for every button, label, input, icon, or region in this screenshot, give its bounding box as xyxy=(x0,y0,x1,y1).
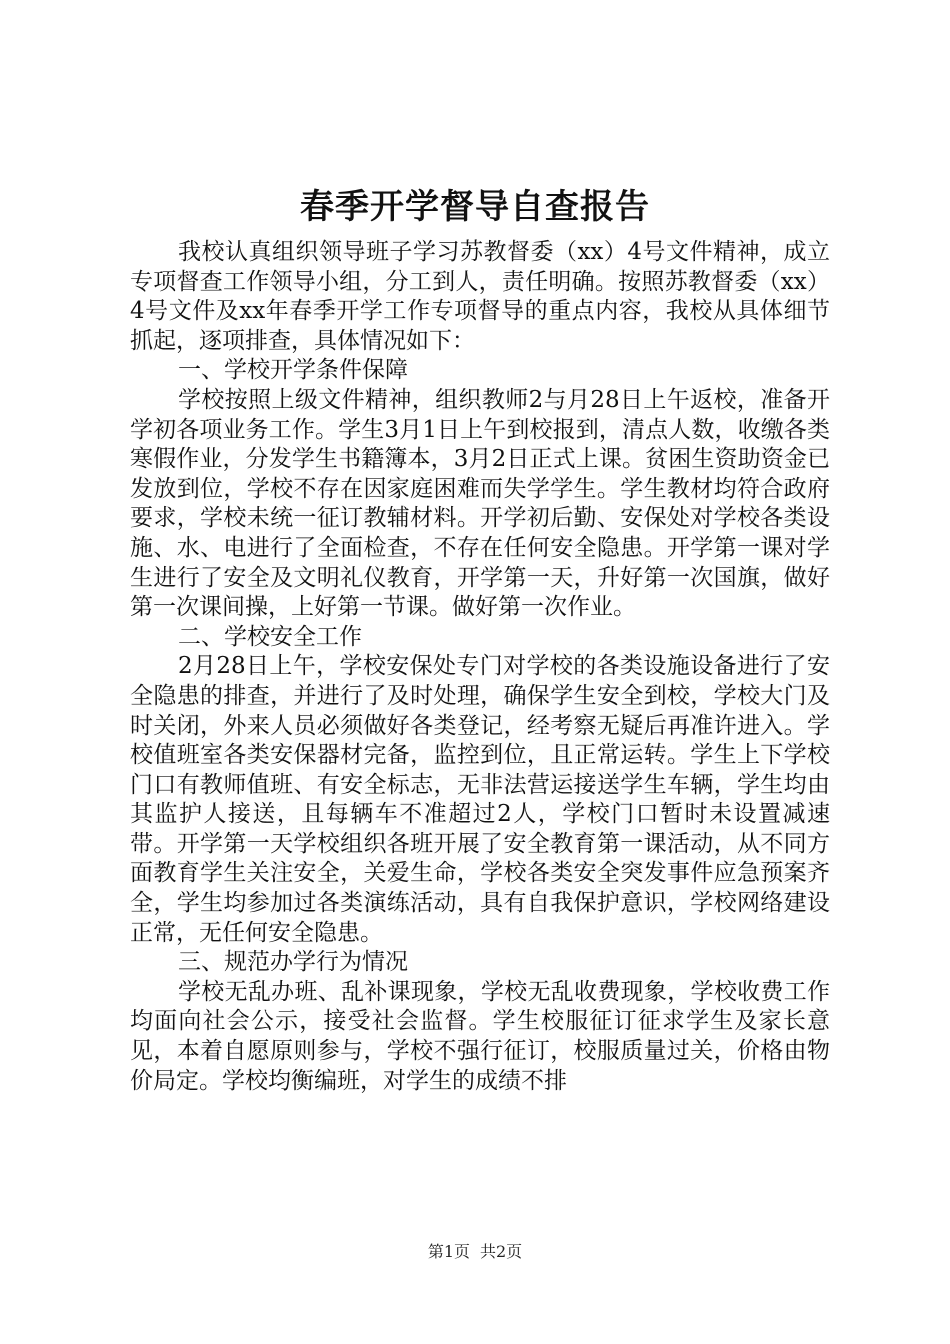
document-title: 春季开学督导自查报告 xyxy=(300,187,650,227)
page-number: 第1页 xyxy=(427,1242,470,1261)
section-heading-3: 三、规范办学行为情况 xyxy=(178,949,408,976)
section-3-paragraph: 学校无乱办班、乱补课现象，学校无乱收费现象，学校收费工作均面向社会公示，接受社会监督。学生校服征订征求学生及家长意见，本着自愿原则参与，学校不强行征订，校服质量过关，价格由物价局定。学校均衡编班，对学生的成绩不排 xyxy=(130,978,830,1094)
section-heading-2: 二、学校安全工作 xyxy=(178,623,362,650)
section-2-paragraph: 2月28日上午，学校安保处专门对学校的各类设施设备进行了安全隐患的排查，并进行了及时处理，确保学生安全到校，学校大门及时关闭，外来人员必须做好各类登记，经考察无疑后再准许进入。学校值班室各类安保器材完备，监控到位，且正常运转。学生上下学校门口有教师值班、有安全标志，无非法营运接送学生车辆，学生均由其监护人接送，且每辆车不准超过2人，学校门口暂时未设置减速带。开学第一天学校组织各班开展了安全教育第一课活动，从不同方面教育学生关注安全，关爱生命，学校各类安全突发事件应急预案齐全，学生均参加过各类演练活动，具有自我保护意识，学校网络建设正常，无任何安全隐患。 xyxy=(130,653,830,946)
page-footer xyxy=(0,1242,950,1262)
section-heading-1: 一、学校开学条件保障 xyxy=(178,357,408,384)
document-body xyxy=(130,238,830,1096)
page-total: 共2页 xyxy=(480,1242,523,1261)
section-1-paragraph: 学校按照上级文件精神，组织教师2与月28日上午返校，准备开学初各项业务工作。学生3月1日上午到校报到，清点人数，收缴各类寒假作业，分发学生书籍簿本，3月2日正式上课。贫困生资助资金已发放到位，学校不存在因家庭困难而失学学生。学生教材均符合政府要求，学校未统一征订教辅材料。开学初后勤、安保处对学校各类设施、水、电进行了全面检查，不存在任何安全隐患。开学第一课对学生进行了安全及文明礼仪教育，开学第一天，升好第一次国旗，做好第一次课间操，上好第一节课。做好第一次作业。 xyxy=(130,386,830,621)
intro-paragraph: 我校认真组织领导班子学习苏教督委（xx）4号文件精神，成立专项督查工作领导小组，分工到人，责任明确。按照苏教督委（xx）4号文件及xx年春季开学工作专项督导的重点内容，我校从具体细节抓起，逐项排查，具体情况如下： xyxy=(130,239,830,354)
